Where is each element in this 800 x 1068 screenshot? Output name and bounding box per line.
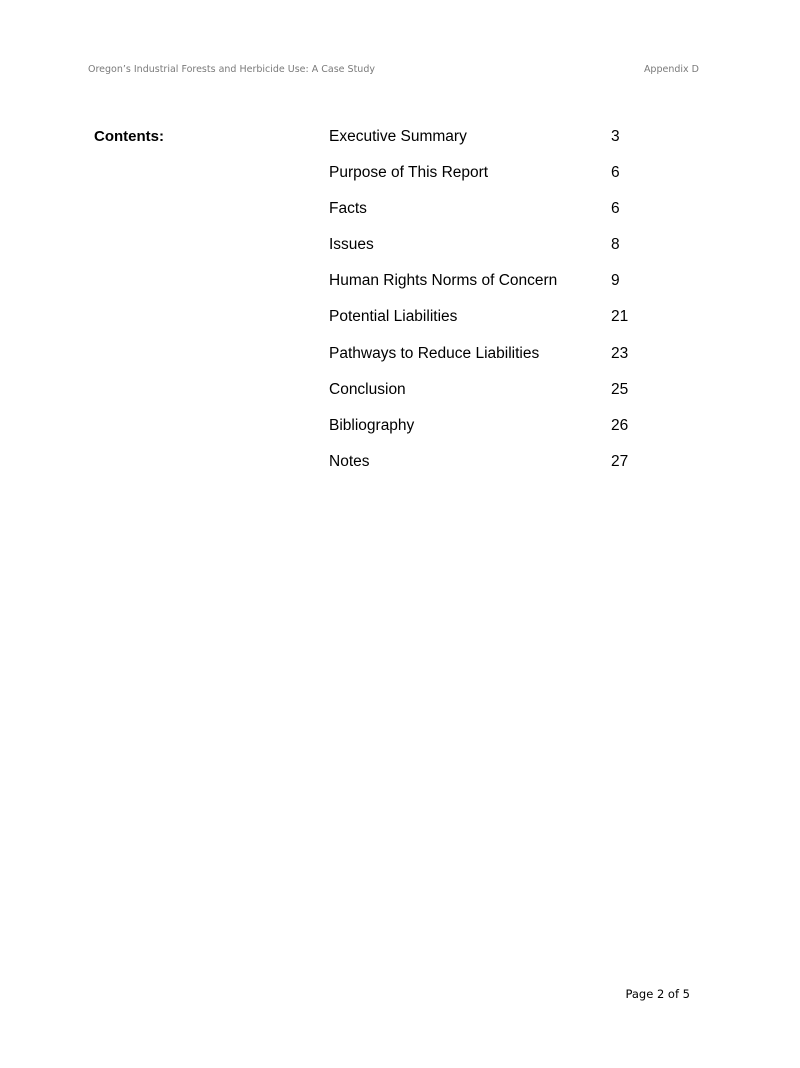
toc-entry-bibliography[interactable] — [329, 417, 659, 453]
table-of-contents — [329, 128, 659, 489]
toc-entry-conclusion[interactable] — [329, 381, 659, 417]
toc-entry-page: 26 — [611, 416, 629, 434]
toc-entry-title: Human Rights Norms of Concern — [329, 272, 558, 290]
document-header-appendix: Appendix D — [643, 64, 699, 75]
toc-entry-page: 6 — [611, 164, 620, 182]
toc-entry-potential-liabilities[interactable] — [329, 308, 659, 344]
toc-entry-title: Notes — [329, 452, 370, 470]
toc-entry-human-rights-norms[interactable] — [329, 272, 659, 308]
toc-entry-facts[interactable] — [329, 200, 659, 236]
document-header-title: Oregon’s Industrial Forests and Herbicide Use: A Case Study — [88, 64, 375, 75]
toc-entry-title: Pathways to Reduce Liabilities — [329, 344, 540, 362]
toc-entry-issues[interactable] — [329, 236, 659, 272]
toc-entry-page: 25 — [611, 380, 629, 398]
toc-entry-title: Executive Summary — [329, 128, 467, 145]
toc-entry-title: Potential Liabilities — [329, 308, 458, 326]
toc-entry-pathways[interactable] — [329, 345, 659, 381]
toc-entry-page: 27 — [611, 452, 629, 470]
toc-entry-page: 21 — [611, 308, 629, 326]
page-number-footer: Page 2 of 5 — [625, 987, 690, 1001]
toc-entry-title: Purpose of This Report — [329, 164, 489, 182]
toc-entry-title: Issues — [329, 236, 374, 254]
toc-entry-title: Facts — [329, 200, 367, 218]
toc-entry-page: 9 — [611, 272, 620, 290]
toc-entry-executive-summary[interactable] — [329, 128, 659, 164]
toc-entry-purpose[interactable] — [329, 164, 659, 200]
toc-entry-page: 6 — [611, 200, 620, 218]
contents-heading: Contents: — [94, 128, 164, 145]
toc-entry-page: 3 — [611, 128, 620, 145]
toc-entry-title: Conclusion — [329, 380, 406, 398]
toc-entry-title: Bibliography — [329, 416, 415, 434]
toc-entry-notes[interactable] — [329, 453, 659, 489]
toc-entry-page: 8 — [611, 236, 620, 254]
toc-entry-page: 23 — [611, 344, 629, 362]
